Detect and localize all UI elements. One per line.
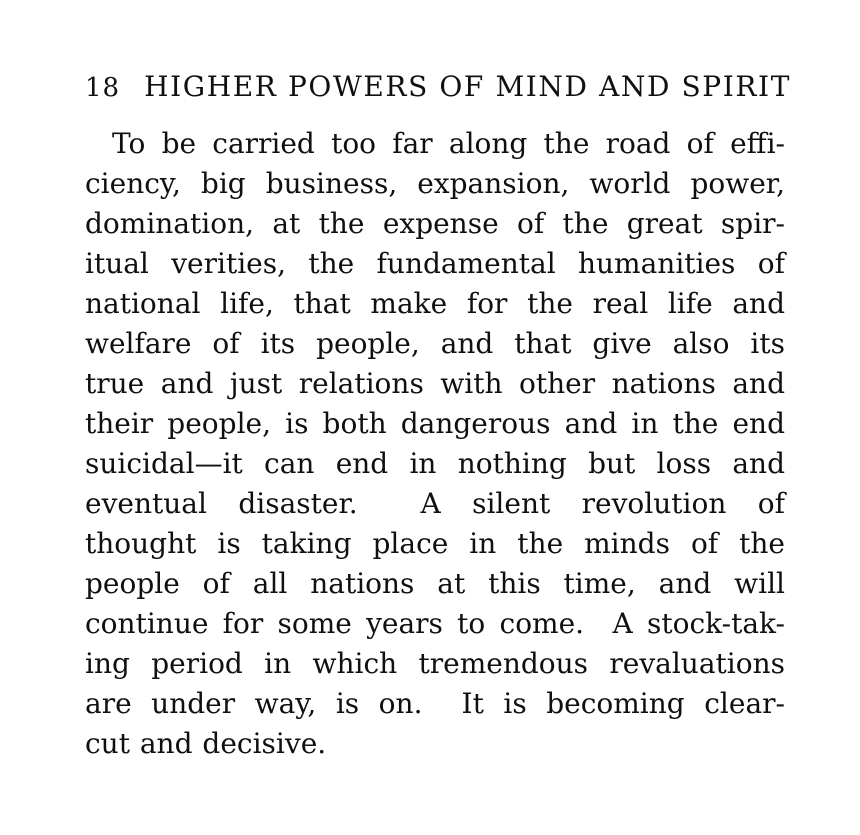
paragraph: [85, 124, 785, 764]
text-line: cut and decisive.: [85, 727, 327, 760]
text-line: suicidal—it can end in nothing but loss and: [85, 447, 785, 480]
text-line: ing period in which tremendous revaluations: [85, 647, 785, 680]
text-line: people of all nations at this time, and will: [85, 567, 785, 600]
text-line: ciency, big business, expansion, world power,: [85, 167, 785, 200]
text-line: domination, at the expense of the great spir-: [85, 207, 785, 240]
text-line: true and just relations with other nations and: [85, 367, 785, 400]
text-line: To be carried too far along the road of effi-: [112, 127, 785, 160]
text-line: welfare of its people, and that give also its: [85, 327, 785, 360]
page-header: [85, 70, 791, 103]
page-number: 18: [85, 73, 121, 103]
text-line: national life, that make for the real life and: [85, 287, 785, 320]
text-line: their people, is both dangerous and in the end: [85, 407, 785, 440]
text-line: thought is taking place in the minds of the: [85, 527, 785, 560]
running-title: HIGHER POWERS OF MIND AND SPIRIT: [144, 70, 791, 103]
text-line: are under way, is on. It is becoming clear-: [85, 687, 785, 720]
text-line: eventual disaster. A silent revolution of: [85, 487, 785, 520]
text-line: itual verities, the fundamental humanities of: [85, 247, 785, 280]
text-line: continue for some years to come. A stock-tak-: [85, 607, 785, 640]
